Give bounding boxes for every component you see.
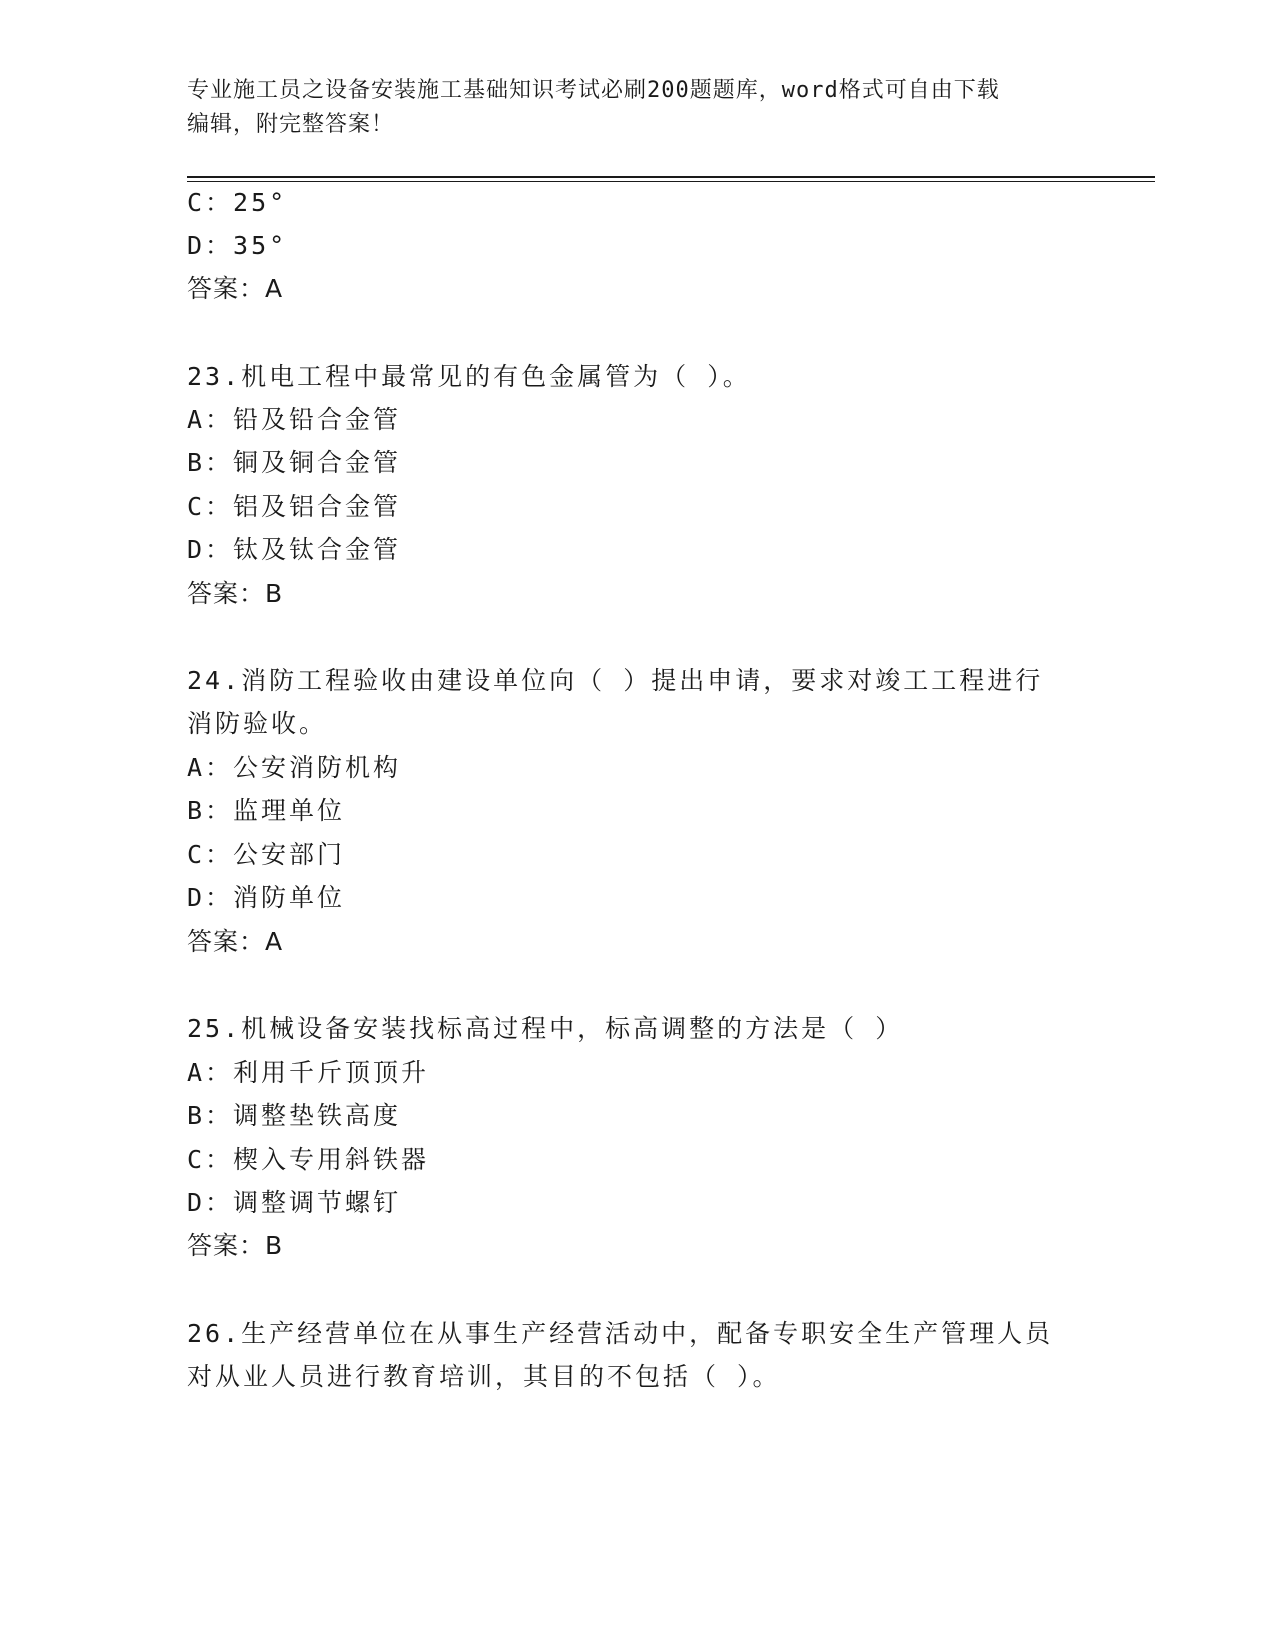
q23-stem: 23.机电工程中最常见的有色金属管为（ ）。 (187, 362, 751, 391)
q23-option-c: C：铝及铝合金管 (187, 492, 402, 521)
header-line-2: 编辑，附完整答案！ (187, 112, 395, 137)
prev-option-d: D：35° (187, 231, 288, 260)
q25-option-d: D：调整调节螺钉 (187, 1188, 402, 1217)
header-divider-thin (187, 181, 1155, 182)
header-line-1: 专业施工员之设备安装施工基础知识考试必刷200题题库，word格式可自由下载 (187, 78, 1000, 103)
q25-option-b: B：调整垫铁高度 (187, 1101, 402, 1130)
q25-stem: 25.机械设备安装找标高过程中，标高调整的方法是（ ） (187, 1014, 904, 1043)
document-page (187, 0, 1157, 1650)
q25-answer: 答案：B (187, 1231, 284, 1260)
prev-option-c: C：25° (187, 188, 288, 217)
q25-option-a: A：利用千斤顶顶升 (187, 1058, 430, 1087)
q23-option-b: B：铜及铜合金管 (187, 448, 402, 477)
q23-option-d: D：钛及钛合金管 (187, 535, 402, 564)
q24-option-a: A：公安消防机构 (187, 753, 402, 782)
q24-option-d: D：消防单位 (187, 883, 346, 912)
q24-stem-line-1: 24.消防工程验收由建设单位向（ ）提出申请，要求对竣工工程进行 (187, 666, 1044, 695)
document-header (187, 74, 1067, 142)
header-divider-thick (187, 176, 1155, 178)
q23-option-a: A：铅及铅合金管 (187, 405, 402, 434)
q25-option-c: C：楔入专用斜铁器 (187, 1145, 430, 1174)
q24-option-b: B：监理单位 (187, 796, 346, 825)
q26-stem-line-2: 对从业人员进行教育培训，其目的不包括（ ）。 (187, 1362, 781, 1391)
q24-option-c: C：公安部门 (187, 840, 346, 869)
q24-stem-line-2: 消防验收。 (187, 709, 328, 738)
q24-answer: 答案：A (187, 927, 284, 956)
prev-answer: 答案：A (187, 274, 284, 303)
q23-answer: 答案：B (187, 579, 284, 608)
q26-stem-line-1: 26.生产经营单位在从事生产经营活动中，配备专职安全生产管理人员 (187, 1319, 1054, 1348)
